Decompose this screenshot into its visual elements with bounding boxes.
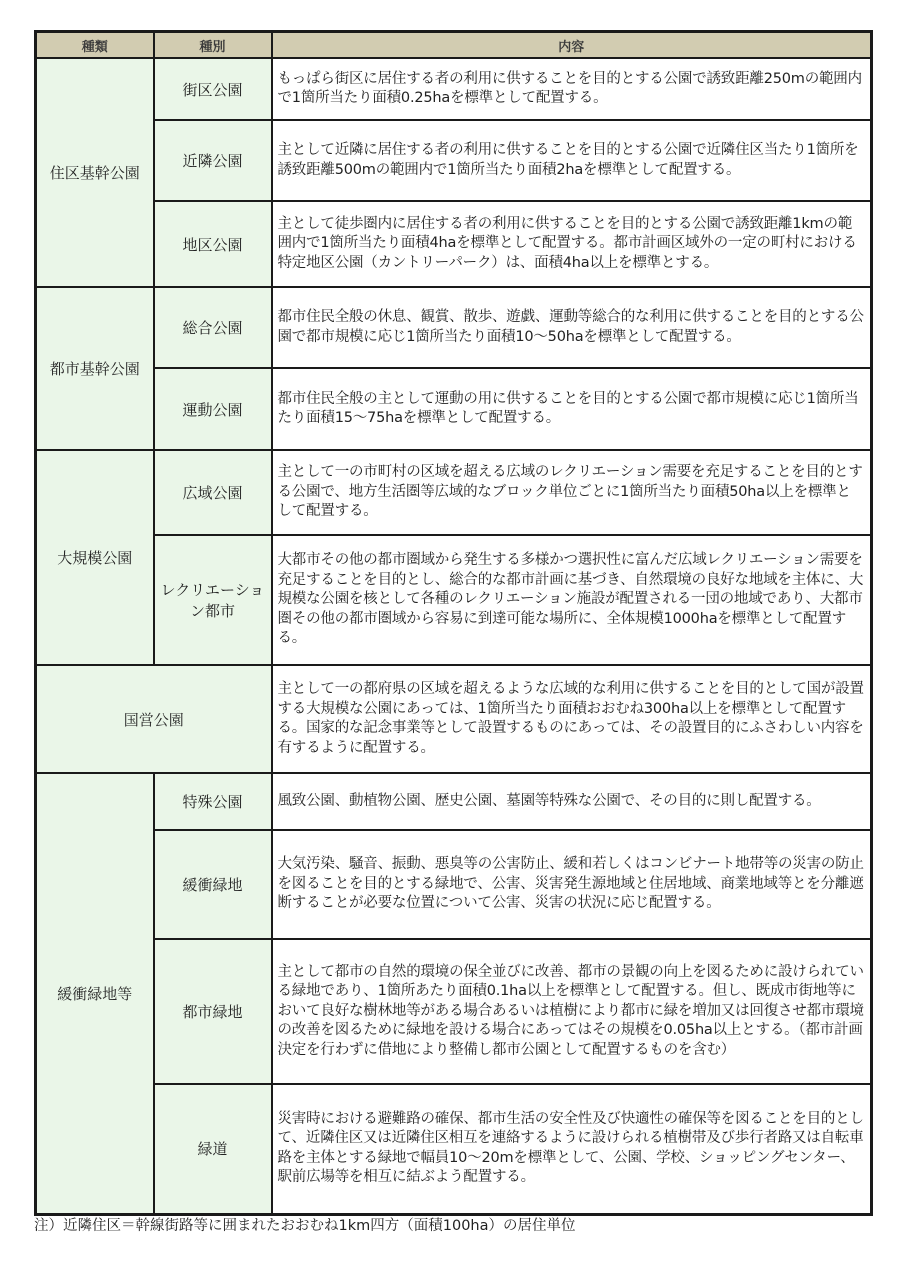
table-row <box>36 201 872 287</box>
content-cell: 主として一の市町村の区域を超える広域のレクリエーション需要を充足することを目的とする公園で、地方生活圏等広域的なブロック単位ごとに1箇所当たり面積50ha以上を標準として配置する。 <box>272 450 872 535</box>
content-cell: 主として徒歩圏内に居住する者の利用に供することを目的とする公園で誘致距離1kmの範囲内で1箇所当たり面積4haを標準として配置する。都市計画区域外の一定の町村における特定地区公園（カントリーパーク）は、面積4ha以上を標準とする。 <box>272 201 872 287</box>
table-row <box>36 368 872 450</box>
table-row <box>36 120 872 201</box>
kind-cell: 近隣公園 <box>154 120 272 201</box>
header-type: 種類 <box>36 32 154 59</box>
footnote: 注）近隣住区＝幹線街路等に囲まれたおおむね1km四方（面積100ha）の居住単位 <box>34 1218 576 1234</box>
content-cell: 風致公園、動植物公園、歴史公園、墓園等特殊な公園で、その目的に則し配置する。 <box>272 773 872 830</box>
table-row <box>36 939 872 1084</box>
content-cell: 主として一の都府県の区域を超えるような広域的な利用に供することを目的として国が設置する大規模な公園にあっては、1箇所当たり面積おおむね300ha以上を標準として配置する。国家的な記念事業等として設置するものにあっては、その設置目的にふさわしい内容を有するように配置する。 <box>272 665 872 773</box>
category-cell: 緩衝緑地等 <box>36 773 154 1214</box>
table-row <box>36 58 872 120</box>
park-classification-table <box>34 30 873 1216</box>
table-row <box>36 535 872 665</box>
content-cell: もっぱら街区に居住する者の利用に供することを目的とする公園で誘致距離250mの範囲内で1箇所当たり面積0.25haを標準として配置する。 <box>272 58 872 120</box>
content-cell: 都市住民全般の休息、観賞、散歩、遊戯、運動等総合的な利用に供することを目的とする公園で都市規模に応じ1箇所当たり面積10～50haを標準として配置する。 <box>272 287 872 368</box>
table-row <box>36 773 872 830</box>
content-cell: 大気汚染、騒音、振動、悪臭等の公害防止、緩和若しくはコンビナート地帯等の災害の防止を図ることを目的とする緑地で、公害、災害発生源地域と住居地域、商業地域等とを分離遮断することが必要な位置について公害、災害の状況に応じ配置する。 <box>272 830 872 939</box>
kind-cell: 総合公園 <box>154 287 272 368</box>
kind-cell: 特殊公園 <box>154 773 272 830</box>
table-row <box>36 287 872 368</box>
category-cell: 国営公園 <box>36 665 272 773</box>
table-row <box>36 450 872 535</box>
kind-cell: 広域公園 <box>154 450 272 535</box>
kind-cell: 緩衝緑地 <box>154 830 272 939</box>
table-row <box>36 1084 872 1214</box>
content-cell: 都市住民全般の主として運動の用に供することを目的とする公園で都市規模に応じ1箇所当たり面積15～75haを標準として配置する。 <box>272 368 872 450</box>
content-cell: 災害時における避難路の確保、都市生活の安全性及び快適性の確保等を図ることを目的として、近隣住区又は近隣住区相互を連絡するように設けられる植樹帯及び歩行者路又は自転車路を主体とする緑地で幅員10～20mを標準として、公園、学校、ショッピングセンター、駅前広場等を相互に結ぶよう配置する。 <box>272 1084 872 1214</box>
table-row <box>36 665 872 773</box>
kind-cell: 街区公園 <box>154 58 272 120</box>
category-cell: 住区基幹公園 <box>36 58 154 287</box>
category-cell: 都市基幹公園 <box>36 287 154 450</box>
table-row <box>36 830 872 939</box>
header-content: 内容 <box>272 32 872 59</box>
park-classification-table-wrapper <box>34 30 873 1216</box>
category-cell: 大規模公園 <box>36 450 154 665</box>
kind-cell: 緑道 <box>154 1084 272 1214</box>
header-kind: 種別 <box>154 32 272 59</box>
content-cell: 主として都市の自然的環境の保全並びに改善、都市の景観の向上を図るために設けられている緑地であり、1箇所あたり面積0.1ha以上を標準として配置する。但し、既成市街地等において良好な樹林地等がある場合あるいは植樹により都市に緑を増加又は回復させ都市環境の改善を図るために緑地を設ける場合にあってはその規模を0.05ha以上とする。（都市計画決定を行わずに借地により整備し都市公園として配置するものを含む） <box>272 939 872 1084</box>
content-cell: 主として近隣に居住する者の利用に供することを目的とする公園で近隣住区当たり1箇所を誘致距離500mの範囲内で1箇所当たり面積2haを標準として配置する。 <box>272 120 872 201</box>
kind-cell: レクリエーション都市 <box>154 535 272 665</box>
kind-cell: 地区公園 <box>154 201 272 287</box>
content-cell: 大都市その他の都市圏域から発生する多様かつ選択性に富んだ広域レクリエーション需要を充足することを目的とし、総合的な都市計画に基づき、自然環境の良好な地域を主体に、大規模な公園を核として各種のレクリエーション施設が配置される一団の地域であり、大都市圏その他の都市圏域から容易に到達可能な場所に、全体規模1000haを標準として配置する。 <box>272 535 872 665</box>
kind-cell: 都市緑地 <box>154 939 272 1084</box>
header-row <box>36 32 872 59</box>
kind-cell: 運動公園 <box>154 368 272 450</box>
